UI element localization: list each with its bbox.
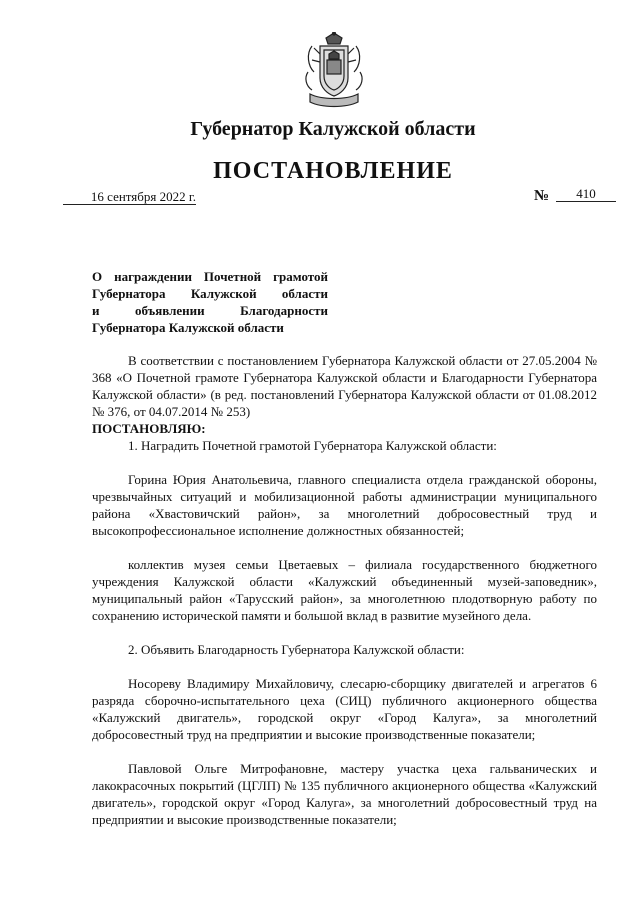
decree-heading: ПОСТАНОВЛЯЮ:: [92, 421, 206, 436]
item-2-paragraph: 2. Объявить Благодарность Губернатора Калужской области:: [128, 642, 465, 657]
number-value: 410: [556, 186, 616, 202]
award-paragraph: Горина Юрия Анатольевича, главного специалиста отдела гражданской обороны, чрезвычайных ситуаций и мобилизационной работы администрации муниципального района «Хвастовичский район», за многолетний добросовестный труд и высокопрофессиональное исполнение должностных обязанностей;: [92, 472, 597, 538]
authority-text: Губернатор Калужской области: [190, 118, 476, 140]
thanks-paragraph: Павловой Ольге Митрофановне, мастеру участка цеха гальванических и лакокрасочных покрытий (ЦГЛП) № 135 публичного акционерного общества «Калужский двигатель», городской округ «Город Калуга», за многолетний добросовестный труд на предприятии и высокие производственные показатели;: [92, 761, 597, 827]
document-title: [0, 158, 640, 185]
number-sign: №: [534, 188, 550, 204]
subject-line: Губернатора Калужской области: [92, 286, 328, 301]
item-1-paragraph: 1. Наградить Почетной грамотой Губернатора Калужской области:: [128, 438, 497, 453]
document-subject: [92, 268, 328, 336]
coat-of-arms-emblem: [304, 32, 364, 108]
subject-line: и объявлении Благодарности: [92, 303, 328, 318]
preamble-paragraph: В соответствии с постановлением Губернатора Калужской области от 27.05.2004 № 368 «О Почетной грамоте Губернатора Калужской области и Благодарности Губернатора Калужской области» (в ред. постановлений Губернатора Калужской области от 01.08.2012 № 376, от 04.07.2014 № 253): [92, 353, 597, 419]
document-date: 16 сентября 2022 г.: [63, 189, 196, 205]
title-text: ПОСТАНОВЛЕНИЕ: [213, 158, 453, 184]
issuing-authority: [0, 118, 640, 141]
document-number: [534, 188, 616, 206]
subject-line: О награждении Почетной грамотой: [92, 269, 328, 284]
thanks-paragraph: Носореву Владимиру Михайловичу, слесарю-сборщику двигателей и агрегатов 6 разряда сборочно-испытательного цеха (СИЦ) публичного акционерного общества «Калужский двигатель», городской округ «Город Калуга», за многолетний добросовестный труд на предприятии и высокие производственные показатели;: [92, 676, 597, 742]
subject-line: Губернатора Калужской области: [92, 320, 284, 335]
award-paragraph: коллектив музея семьи Цветаевых – филиала государственного бюджетного учреждения Калужской области «Калужский объединенный музей-заповедник», муниципальный район «Тарусский район», за многолетнюю плодотворную работу по сохранению исторической памяти и большой вклад в развитие музейного дела.: [92, 557, 597, 623]
document-body: [92, 352, 597, 828]
